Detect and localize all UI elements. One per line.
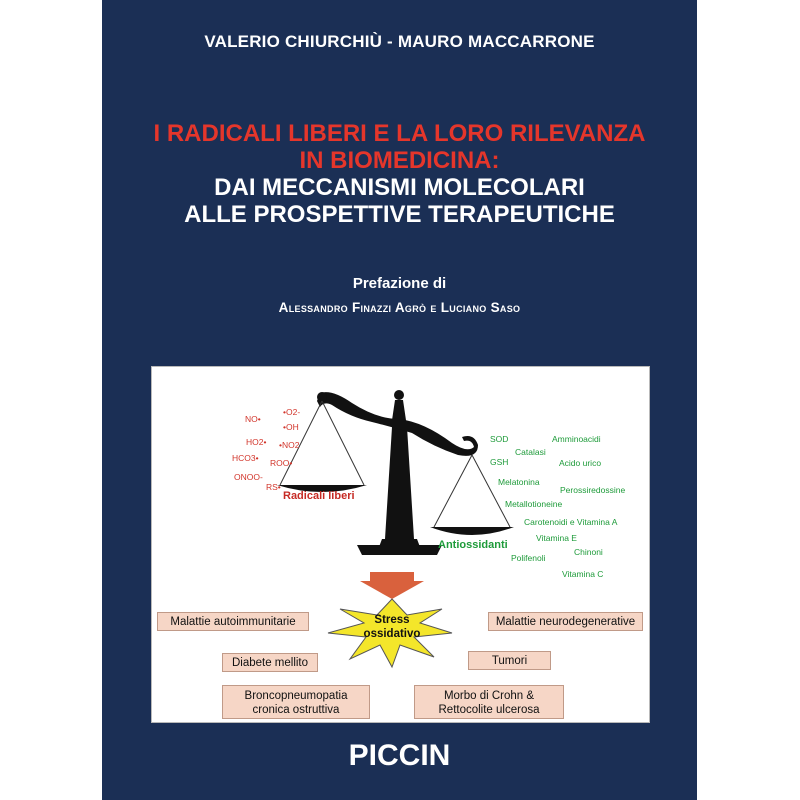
box-crohn [414, 685, 564, 719]
title-line-1: I RADICALI LIBERI E LA LORO RILEVANZA [153, 120, 646, 147]
down-arrow-icon [360, 572, 424, 599]
stress-label-line-2: ossidativo [363, 628, 421, 640]
box-diabetes: Diabete mellito [222, 653, 318, 672]
antioxidant-vitamina-e: Vitamina E [536, 533, 577, 543]
diagram-panel [151, 366, 650, 723]
title-line-4: ALLE PROSPETTIVE TERAPEUTICHE [184, 201, 615, 228]
antioxidant-gsh: GSH [490, 457, 509, 467]
radical-no2: •NO2 [279, 440, 300, 450]
scale-icon [277, 390, 514, 555]
book-title [102, 120, 697, 228]
antioxidant-amino: Amminoacidi [552, 434, 601, 444]
broncho-line-1: Broncopneumopatia [244, 690, 348, 702]
authors: VALERIO CHIURCHIÙ - MAURO MACCARRONE [204, 32, 595, 51]
publisher-logo: PICCIN [348, 739, 451, 772]
box-neurodegenerative: Malattie neurodegenerative [488, 612, 643, 631]
antioxidant-melatonina: Melatonina [498, 477, 540, 487]
antioxidants-label: Antiossidanti [438, 539, 508, 551]
antioxidant-polifenoli: Polifenoli [511, 553, 546, 563]
crohn-line-1: Morbo di Crohn & [443, 690, 535, 702]
preface-names: Alessandro Finazzi Agrò e Luciano Saso [278, 300, 521, 315]
radical-oh: •OH [283, 422, 299, 432]
antioxidant-urico: Acido urico [559, 458, 602, 468]
radical-rs: RS• [266, 482, 281, 492]
radical-ho2: HO2• [246, 437, 267, 447]
radicals-label: Radicali liberi [283, 490, 355, 502]
antioxidant-metallotioneine: Metallotioneine [505, 499, 563, 509]
box-autoimmune: Malattie autoimmunitarie [157, 612, 309, 631]
antioxidant-sod: SOD [490, 434, 509, 444]
radical-onoo: ONOO- [234, 472, 263, 482]
antioxidant-catalasi: Catalasi [515, 447, 546, 457]
stress-label-line-1: Stress [374, 614, 410, 626]
title-line-2: IN BIOMEDICINA: [299, 147, 500, 174]
radical-roo: ROO• [270, 458, 293, 468]
antioxidant-perossiredossine: Perossiredossine [560, 485, 626, 495]
radical-hco3: HCO3• [232, 453, 259, 463]
radical-no: NO• [245, 414, 261, 424]
antioxidant-carotenoidi: Carotenoidi e Vitamina A [524, 517, 618, 527]
broncho-line-2: cronica ostruttiva [252, 704, 340, 716]
title-line-3: DAI MECCANISMI MOLECOLARI [214, 174, 585, 201]
radical-o2: •O2- [283, 407, 301, 417]
box-broncho [222, 685, 370, 719]
antioxidant-vitamina-c: Vitamina C [562, 569, 604, 579]
antioxidant-chinoni: Chinoni [574, 547, 603, 557]
crohn-line-2: Rettocolite ulcerosa [438, 704, 540, 716]
box-tumors: Tumori [468, 651, 551, 670]
stress-label [357, 613, 427, 641]
preface-label: Prefazione di [352, 275, 447, 292]
